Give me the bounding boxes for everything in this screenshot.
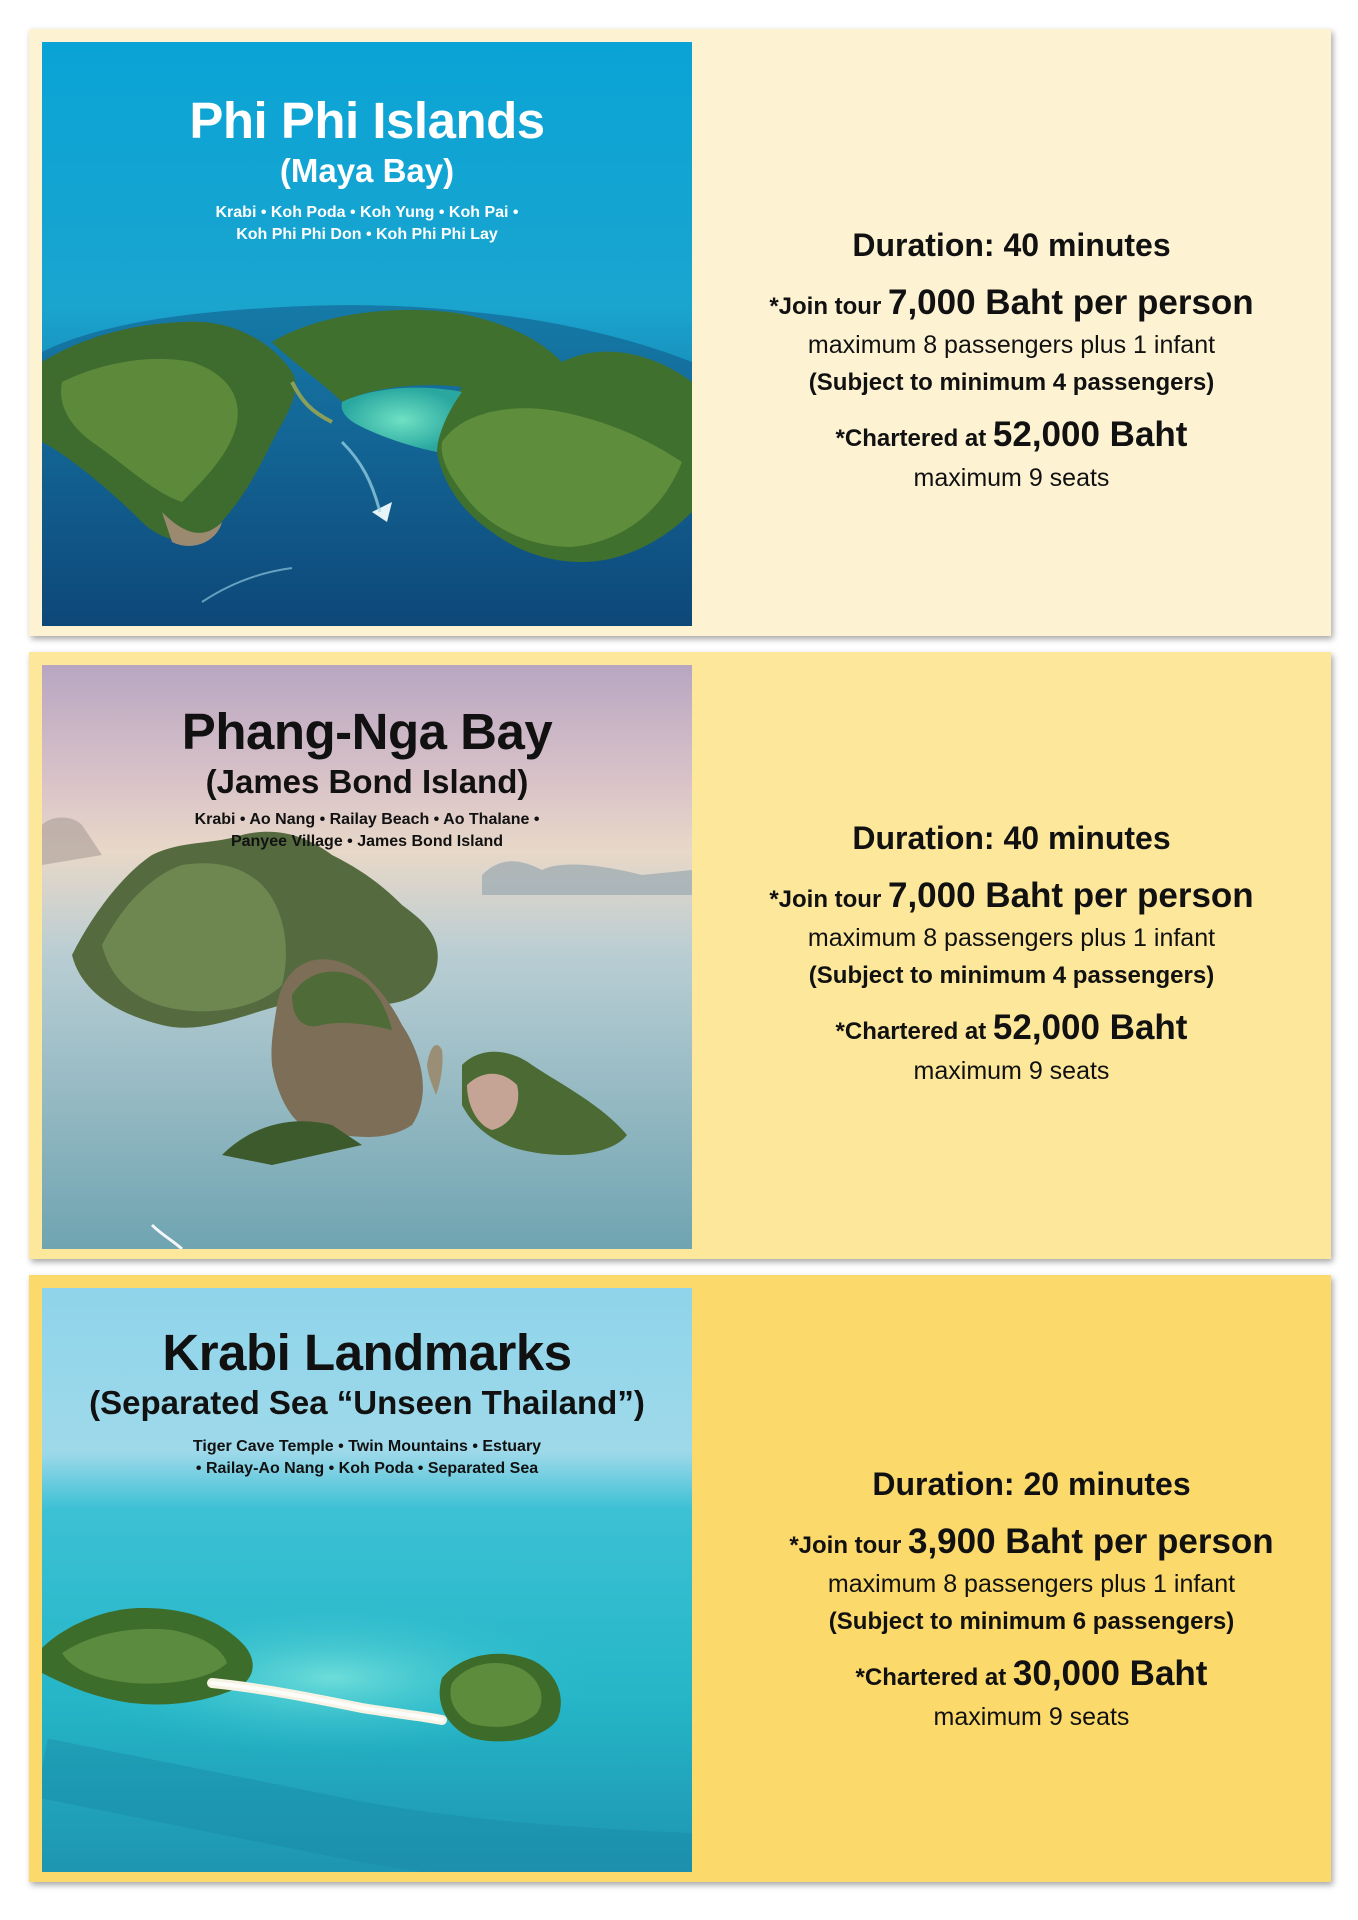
tour-duration: Duration: 40 minutes	[852, 227, 1171, 263]
charter-price: *Chartered at 52,000 Baht	[835, 415, 1188, 454]
tour-photo-phi-phi	[42, 42, 692, 626]
max-seats: maximum 9 seats	[913, 1057, 1110, 1085]
tour-card-phang-nga	[29, 652, 1331, 1259]
tour-places-line: Tiger Cave Temple • Twin Mountains • Estuary	[192, 1438, 542, 1455]
tour-title: Phang-Nga Bay	[181, 703, 553, 760]
minimum-passengers: (Subject to minimum 4 passengers)	[808, 962, 1215, 989]
tour-places-line: • Railay-Ao Nang • Koh Poda • Separated Sea	[195, 1460, 539, 1477]
tour-title: Phi Phi Islands	[189, 92, 545, 149]
tour-places-line: Krabi • Ao Nang • Railay Beach • Ao Thalane •	[194, 811, 540, 828]
tour-info-phang-nga	[692, 818, 1331, 1088]
tour-card-krabi-landmarks	[29, 1275, 1331, 1882]
tour-subtitle: (Separated Sea “Unseen Thailand”)	[89, 1384, 645, 1421]
tour-places-line: Krabi • Koh Poda • Koh Yung • Koh Pai •	[215, 204, 519, 221]
tour-info-krabi-landmarks	[712, 1464, 1351, 1734]
join-tour-price: *Join tour 7,000 Baht per person	[769, 283, 1254, 322]
max-passengers: maximum 8 passengers plus 1 infant	[807, 331, 1216, 359]
tour-places	[42, 809, 692, 853]
tour-photo-phang-nga	[42, 665, 692, 1249]
max-seats: maximum 9 seats	[913, 464, 1110, 492]
minimum-passengers: (Subject to minimum 6 passengers)	[828, 1608, 1235, 1635]
tour-places-line: Koh Phi Phi Don • Koh Phi Phi Lay	[236, 226, 498, 243]
max-passengers: maximum 8 passengers plus 1 infant	[807, 924, 1216, 952]
tour-places-line: Panyee Village • James Bond Island	[230, 833, 504, 850]
tour-places	[42, 1436, 692, 1480]
tour-places	[42, 202, 692, 246]
join-tour-price: *Join tour 7,000 Baht per person	[769, 876, 1254, 915]
join-tour-price: *Join tour 3,900 Baht per person	[789, 1522, 1274, 1561]
charter-price: *Chartered at 30,000 Baht	[855, 1654, 1208, 1693]
tour-photo-krabi-landmarks	[42, 1288, 692, 1872]
tour-subtitle: (James Bond Island)	[205, 763, 529, 800]
max-seats: maximum 9 seats	[933, 1703, 1130, 1731]
minimum-passengers: (Subject to minimum 4 passengers)	[808, 369, 1215, 396]
max-passengers: maximum 8 passengers plus 1 infant	[827, 1570, 1236, 1598]
tour-title: Krabi Landmarks	[162, 1324, 572, 1381]
tour-subtitle: (Maya Bay)	[279, 152, 455, 189]
tour-duration: Duration: 20 minutes	[872, 1466, 1191, 1502]
tour-info-phi-phi	[692, 225, 1331, 495]
tour-card-phi-phi	[29, 29, 1331, 636]
tour-duration: Duration: 40 minutes	[852, 820, 1171, 856]
charter-price: *Chartered at 52,000 Baht	[835, 1008, 1188, 1047]
